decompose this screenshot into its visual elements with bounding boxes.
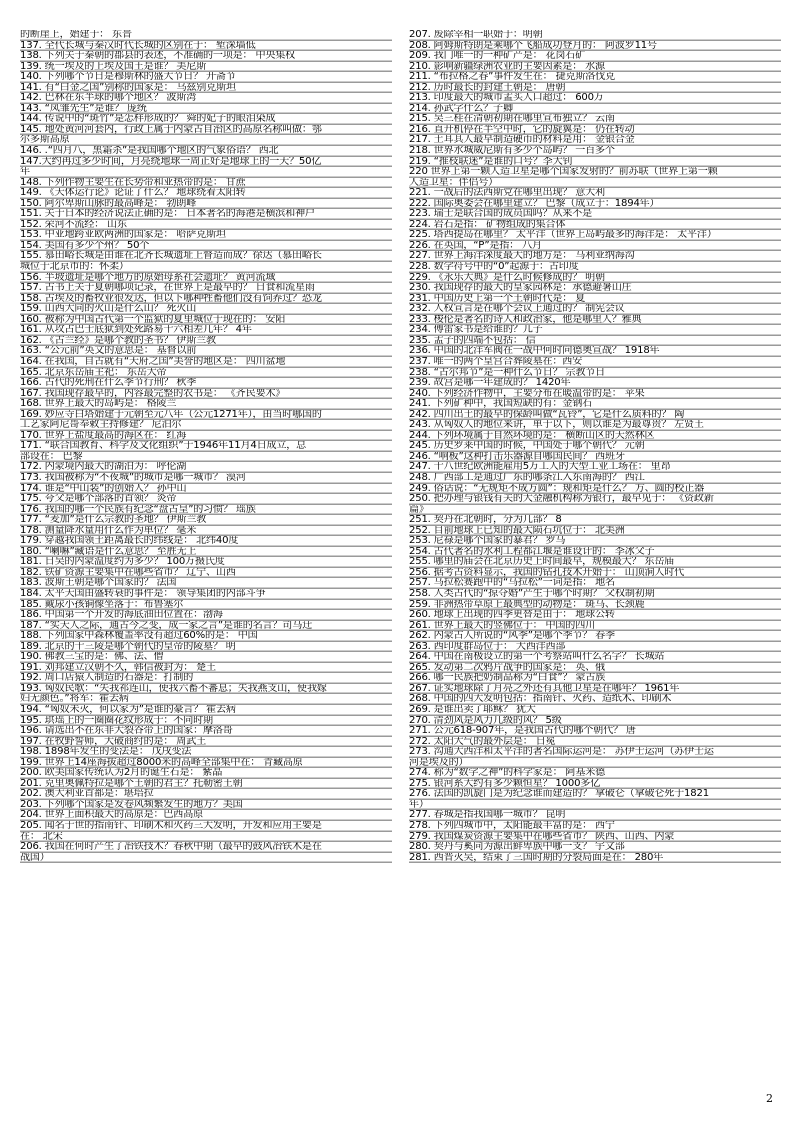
question-line: 208. 阿姆斯特朗是乘哪个飞船成功登月的： 阿波罗11号 bbox=[409, 41, 781, 52]
question-line: 的断崖上，始建于： 东晋 bbox=[20, 30, 392, 41]
question-line: 241. 下列矿种中，我国短缺的有：金钢石 bbox=[409, 399, 781, 410]
question-line: 243. 从匈奴人的地位来讲，单于以下，则以谁是为最尊贵？ 左贤王 bbox=[409, 420, 781, 431]
question-line: 145. 地处黄河河套内，行政上属于内蒙古自治区的高原名称叫做：鄂 bbox=[20, 125, 392, 136]
question-line: 224. 岩石是指： 矿物组成的集合体 bbox=[409, 220, 781, 231]
question-line: 226. 在英国，“P”是指： 八月 bbox=[409, 241, 781, 252]
question-line: 210. 影响新疆绿洲农业的主要因素是： 水源 bbox=[409, 62, 781, 73]
question-line: 268. 中国的四大发明包括：指南针、火药、造纸术、印刷术 bbox=[409, 694, 781, 705]
question-line: 147.大约再过多少时间，月亮绕地球一周正好是地球上的一天？50亿 bbox=[20, 157, 392, 168]
question-line: 275. 银河系大约有多少颗恒星？ 1000多亿 bbox=[409, 779, 781, 790]
question-line: 部设在： 巴黎 bbox=[20, 452, 392, 463]
question-line: 242. 四川出土的最早的保龄叫做“瓦铃”，它是什么质料的？ 陶 bbox=[409, 410, 781, 421]
question-line: 250. 把办理与银钱有关的大金融机构称为银行，最早见于： 《资政新 bbox=[409, 494, 781, 505]
question-line: 239. 故宫是哪一年建成的？ 1420年 bbox=[409, 378, 781, 389]
question-line: 164. 在我国，自古就有“天府之国”美誉的地区是： 四川盆地 bbox=[20, 357, 392, 368]
question-line: 180. “喇嘛”藏语是什么意思？ 至胜无上 bbox=[20, 547, 392, 558]
question-line: 196. 请选出不在东非大裂谷带上的国家：摩洛哥 bbox=[20, 726, 392, 737]
question-line: 167. 我国现存最早的，内容最完整的农书是： 《齐民要术》 bbox=[20, 389, 392, 400]
question-line: 185. 戴尿小孩铜像坐落于：布鲁塞尔 bbox=[20, 600, 392, 611]
question-line: 249. 俗话说：“无规矩不成方圆”：规和矩是什么？ 方、圆的校正器 bbox=[409, 484, 781, 495]
question-line: 169. 妙应寺白塔始建于元朝至元八年（公元1271年），由当时哪国的 bbox=[20, 410, 392, 421]
question-line: 213. 印度最大的城市孟买人口超过： 600万 bbox=[409, 93, 781, 104]
question-line: 184. 太平天国由盛转衰的事件是： 领导集团的内部斗争 bbox=[20, 589, 392, 600]
question-line: 265. 发动第二次鸦片战争的国家是： 英、俄 bbox=[409, 663, 781, 674]
question-line: 246. “响板”这种打击乐器源自哪国民间？ 西班牙 bbox=[409, 452, 781, 463]
question-line: 235. 孟子的四端不包括： 信 bbox=[409, 336, 781, 347]
question-line: 277. 春城是指我国哪一城市？ 昆明 bbox=[409, 810, 781, 821]
question-line: 146. .“四月八，黑霜杀”是我国哪个地区的气象俗语？ 西北 bbox=[20, 146, 392, 157]
question-line: 201. 克里奥佩特拉是哪个王朝的君主？托勒密王朝 bbox=[20, 779, 392, 790]
question-line: 279. 我国煤炭资源主要集中在哪些省市？ 陕西、山西、内蒙 bbox=[409, 832, 781, 843]
question-line: 165. 北京东岳庙主祀： 东岳大帝 bbox=[20, 368, 392, 379]
question-line: 203. 下列哪个国家是发卷风频繁发生的地方？美国 bbox=[20, 800, 392, 811]
question-line: 176. 我国的哪一个民族有纪念“盘古皇”的习惯？ 瑶族 bbox=[20, 505, 392, 516]
question-line: 妇无颜色。”将军：霍去病 bbox=[20, 694, 392, 705]
question-line: 城位于北京市的：怀柔） bbox=[20, 262, 392, 273]
question-line: 216. 直升机停在半空中时，它的旋翼是： 仍在转动 bbox=[409, 125, 781, 136]
question-line: 225. 塔西提岛在哪里？ 太平洋（世界上岛屿最多的海洋是： 太平洋） bbox=[409, 230, 781, 241]
question-line: 166. 古代的死刑在什么季节行刑？ 秋季 bbox=[20, 378, 392, 389]
question-line: 195. 珙瑶上的一圈圈花纹形成于：不同时期 bbox=[20, 716, 392, 727]
question-line: 197. 在牧野誓师，大破商纣的是： 周武王 bbox=[20, 737, 392, 748]
question-line: 267. 证实地球除了月亮之外还有其他卫星是在哪年？ 1961年 bbox=[409, 684, 781, 695]
question-line: 215. 吴三桂在清朝初期在哪里宣布独立？ 云南 bbox=[409, 114, 781, 125]
question-line: 189. 北京的十三陵是哪个朝代的皇帝的陵墓？ 明 bbox=[20, 642, 392, 653]
question-line: 155. 慕田峪长城是由谁在北齐长城遗址上督造而成？徐达（慕田峪长 bbox=[20, 251, 392, 262]
question-line: 183. 波斯王朝是哪个国家的？ 法国 bbox=[20, 578, 392, 589]
question-line: 236. 中国的北洋军阀在一战中何时向德奥宣战？ 1918年 bbox=[409, 346, 781, 357]
question-line: 252. 目前地球上已知的最大陨石坑位于： 北美洲 bbox=[409, 526, 781, 537]
question-line: 152. 荣河不流经： 山东 bbox=[20, 220, 392, 231]
question-line: 工艺家阿尼哥奉敕主持修建？ 尼泊尔 bbox=[20, 420, 392, 431]
question-line: 158. 古埃及的畜牧业很发达，但以下哪种牲畜他们没有饲养过？恐龙 bbox=[20, 294, 392, 305]
question-line: 144. 传说中的“斑竹”是怎样形成的？ 舜的妃子的眼泪染成 bbox=[20, 114, 392, 125]
question-line: 192. 周口店猿人制造的石器是：打制的 bbox=[20, 673, 392, 684]
question-line: 162. 《古兰经》是哪个教的圣书？ 伊斯兰教 bbox=[20, 336, 392, 347]
question-line: 269. 是谁出卖了耶稣？ 犹大 bbox=[409, 705, 781, 716]
question-line: 150. 阿尔卑斯山脉的最高峰是： 勃朗峰 bbox=[20, 199, 392, 210]
question-line: 170. 世界上盐度最高的海区在： 红海 bbox=[20, 431, 392, 442]
question-line: 202. 澳大利亚首都是：堪培拉 bbox=[20, 789, 392, 800]
question-line: 212. 历时最长的封建王朝是： 唐朝 bbox=[409, 83, 781, 94]
question-line: 204. 世界上面积最大的高原是：巴西高原 bbox=[20, 810, 392, 821]
question-line: 河是埃及的） bbox=[409, 758, 781, 769]
question-line: 240. 下列经济作物中，主要分布在暖温带的是： 苹果 bbox=[409, 389, 781, 400]
question-line: 222. 国际奥委会在哪里建立？ 巴黎（成立于：1894年） bbox=[409, 199, 781, 210]
question-line: 163. “公元前”英文的意思是： 基督以前 bbox=[20, 346, 392, 357]
question-line: 219. “推枝联迷”是谁的口号？李大钊 bbox=[409, 157, 781, 168]
right-column bbox=[409, 30, 781, 863]
question-line: 193. 匈奴民歌：“失我祁连山，使我六畜不蕃息；失我燕支山，使我嫁 bbox=[20, 684, 392, 695]
question-line: 156. 半坡遗址是哪个地方的原始母系社会遗址？ 黄河流域 bbox=[20, 273, 392, 284]
question-line: 245. 历史罗莱中国的时候，中国处于哪个朝代？ 元朝 bbox=[409, 441, 781, 452]
question-line: 238. “古尔邦节”是一种什么节日？ 宗教节日 bbox=[409, 368, 781, 379]
question-line: 190. 佛教三宝的是：佛、法、僧 bbox=[20, 652, 392, 663]
question-line: 214. 孙武字什么？子卿 bbox=[409, 104, 781, 115]
question-line: 年 bbox=[20, 167, 392, 178]
question-line: 140. 下列哪个节日是穆斯林的盛大节日？ 开斋节 bbox=[20, 72, 392, 83]
question-line: 172. 内蒙境内最大的湖泊为： 呼伦湖 bbox=[20, 462, 392, 473]
question-line: 战国） bbox=[20, 853, 392, 864]
question-line: 171. “联合国教育、科学及文化组织”于1946年11月4日成立，总 bbox=[20, 441, 392, 452]
question-line: 257. 马拉松赛跑中的“马拉松”一词是指： 地名 bbox=[409, 578, 781, 589]
question-line: 138. 下列关于秦朝的郡县的表述，不准确的一项是： 中央集权 bbox=[20, 51, 392, 62]
question-line: 271. 公元618-907年，是我国古代的哪个朝代？ 唐 bbox=[409, 726, 781, 737]
question-line: 266. 哪一民族把奶制品称为“白食”？ 蒙古族 bbox=[409, 673, 781, 684]
question-line: 154. 美国有多少个州？ 50个 bbox=[20, 241, 392, 252]
question-line: 在： 北宋 bbox=[20, 832, 392, 843]
question-line: 237. 唯一的两个皇宫合葬陵墓在：西安 bbox=[409, 357, 781, 368]
question-line: 181. 日吴的内蒙温度约为多少？ 100万摄氏度 bbox=[20, 557, 392, 568]
question-line: 231. 中国历史上第一个王朝时代是： 夏 bbox=[409, 294, 781, 305]
question-line: 179. 穿越我国领土距离最长的纬线是： 北纬40度 bbox=[20, 536, 392, 547]
question-line: 270. 清劲风是风力几级的风？ 5级 bbox=[409, 716, 781, 727]
question-line: 228. 数学符号中的“0”起源于：古印度 bbox=[409, 262, 781, 273]
question-line: 276. 法国的凯旋门是为纪念谁而建造的？ 拿破仑（拿破仑死于1821 bbox=[409, 789, 781, 800]
question-line: 182. 铁矿资源主要集中在哪些省市？ 辽宁、山西 bbox=[20, 568, 392, 579]
question-line: 261. 世界上最大的竖佛位于： 中国的四川 bbox=[409, 621, 781, 632]
question-line: 217. 土耳其人最早制造硬币的材料是用： 金银合金 bbox=[409, 135, 781, 146]
question-line: 148. 下列作物主要生在长势带和亚热带的是： 甘蔗 bbox=[20, 178, 392, 189]
question-line: 273. 沟通大西洋和太平洋的著名国际运河是： 苏伊士运河（苏伊士运 bbox=[409, 747, 781, 758]
question-line: 187. “实天人之际，通古今之变，成一家之言”是谁的名言？司马迁 bbox=[20, 621, 392, 632]
question-line: 233. 梭伦是著名的诗人和政治家，他是哪里人？雅典 bbox=[409, 315, 781, 326]
question-line: 259. 非洲热带草原上最典型的动物是： 斑马、长颈鹿 bbox=[409, 600, 781, 611]
question-line: 177. “麦加”是什么宗教的圣地？ 伊斯兰教 bbox=[20, 515, 392, 526]
question-line: 186. 中国第一个开发的海底油田位置在：渤海 bbox=[20, 610, 392, 621]
question-line: 160. 被称为中国古代第一个监狱的夏里城位于现在的： 安阳 bbox=[20, 315, 392, 326]
question-line: 198. 1898年发生的变法是： 戊戌变法 bbox=[20, 747, 392, 758]
question-line: 280. 契丹与奚同为源出鲜卑族中哪一支？ 宇文部 bbox=[409, 842, 781, 853]
question-line: 142. 巴林在东半球的哪个地区？ 波斯湾 bbox=[20, 93, 392, 104]
question-line: 143. “凤雏先生”是谁？ 庞统 bbox=[20, 104, 392, 115]
question-line: 168. 世界上最大的岛屿是： 格陵兰 bbox=[20, 399, 392, 410]
question-line: 229. 《永乐大典》是什么时候修成的？ 明朝 bbox=[409, 273, 781, 284]
question-line: 188. 下列国家中森林覆盖率没有超过60%的是： 中国 bbox=[20, 631, 392, 642]
question-line: 206. 我国在何时产生了冶铁技术？春秋中期（最早的鼓风冶铁术是在 bbox=[20, 842, 392, 853]
question-line: 173. 我国被称为“不夜城”的城市是哪一城市？ 漠河 bbox=[20, 473, 392, 484]
question-line: 281. 西晋灭吴，结束了三国时期的分裂局面是在： 280年 bbox=[409, 853, 781, 864]
question-line: 274. 称为“数学之神”的科学家是： 阿基米德 bbox=[409, 768, 781, 779]
left-column bbox=[20, 30, 392, 863]
question-line: 260. 地球上出现的四季更替是由于： 地球公转 bbox=[409, 610, 781, 621]
question-line: 149. 《天体运行论》论证了什么？ 地球绕着太阳转 bbox=[20, 188, 392, 199]
question-line: 157. 古书上关于夏朝哪项记录，在世界上是最早的？ 日食和流星雨 bbox=[20, 283, 392, 294]
question-line: 227. 世界上海洋深度最大的地方是： 马利亚纳海沟 bbox=[409, 251, 781, 262]
question-line: 200. 欧美国家传统认为2月的诞生石是： 紫晶 bbox=[20, 768, 392, 779]
question-line: 254. 古代著名的水利工程都江堰是谁设计的： 李冰父子 bbox=[409, 547, 781, 558]
question-line: 尔多斯高原 bbox=[20, 135, 392, 146]
question-line: 年） bbox=[409, 800, 781, 811]
question-line: 234. 傅雷家书是给谁的？儿子 bbox=[409, 325, 781, 336]
question-line: 139. 统一埃及的上埃及国王是谁？ 美尼斯 bbox=[20, 62, 392, 73]
question-line: 247. 十八世纪欧洲能雇用5万工人的大型工业工场在： 里昂 bbox=[409, 462, 781, 473]
question-line: 253. 尼禄是哪个国家的暴君？ 罗马 bbox=[409, 536, 781, 547]
page-number: 2 bbox=[766, 1092, 773, 1105]
question-line: 251. 契丹在北朝时，分为几部？ 8 bbox=[409, 515, 781, 526]
question-line: 248. 广西部工是通过广东的哪条江入东南海的？ 西江 bbox=[409, 473, 781, 484]
question-line: 175. 夸父是哪个部落的首领？ 炎帝 bbox=[20, 494, 392, 505]
question-line: 人造卫星：伴侣号） bbox=[409, 178, 781, 189]
question-line: 207. 废除宰相一职始于：明朝 bbox=[409, 30, 781, 41]
question-line: 258. 人类古代的“掠夺婚”产生于哪个时期？ 父权制初期 bbox=[409, 589, 781, 600]
question-line: 211. “布拉格之春”事件发生在： 捷克斯洛伐克 bbox=[409, 72, 781, 83]
question-line: 209. 我门唯一的一种矿产是： 花岗石矿 bbox=[409, 51, 781, 62]
question-line: 174. 谁是“中山装”的创始人？ 孙中山 bbox=[20, 484, 392, 495]
question-line: 262. 内蒙古人所说的“风季”是哪个季节？ 春季 bbox=[409, 631, 781, 642]
question-line: 205. 闻名于世的指南针、印刷术和火药三大发明，开发和应用主要是 bbox=[20, 821, 392, 832]
question-line: 230. 我国现存的最大的皇家园林是：承德避暑山庄 bbox=[409, 283, 781, 294]
question-line: 255. 哪里的庙会在北京历史上时间最早，规模最大？ 东岳庙 bbox=[409, 557, 781, 568]
question-line: 272. 太阳大气的最外层是： 日冕 bbox=[409, 737, 781, 748]
question-line: 263. 西印度群岛位于： 大西洋西部 bbox=[409, 642, 781, 653]
question-line: 137. 全代长城与秦汉时代长城的区别在于： 堑深墙低 bbox=[20, 41, 392, 52]
question-line: 178. 测量降水量用什么作为单位？ 毫米 bbox=[20, 526, 392, 537]
question-line: 159. 山西大同的火山是什么山？ 死火山 bbox=[20, 304, 392, 315]
question-line: 223. 瑞士是联合国的成员国吗？从来不是 bbox=[409, 209, 781, 220]
question-line: 278. 下列四城市中，太阳能最丰富的是： 西宁 bbox=[409, 821, 781, 832]
question-line: 194. “匈奴未灭，何以家为”是谁的豪言？ 霍去病 bbox=[20, 705, 392, 716]
question-line: 256. 据考古资料显示，我国的钻孔技术开始于： 山顶洞人时代 bbox=[409, 568, 781, 579]
question-line: 191. 刘邦建立汉朝不久，韩信被封为： 楚王 bbox=[20, 663, 392, 674]
question-line: 221. 一战后的法西斯党在哪里出现？ 意大利 bbox=[409, 188, 781, 199]
question-line: 244. 下列环境属于自然环境的是： 横断山区的天然林区 bbox=[409, 431, 781, 442]
question-line: 199. 世界上14座海拔超过8000米的高峰全部集中在： 青藏高原 bbox=[20, 758, 392, 769]
question-line: 161. 从攻占巴士底狱到处死路易十六相差几年？ 4年 bbox=[20, 325, 392, 336]
question-line: 232. 人权宣言是在哪个会议上通过的？ 制宪会议 bbox=[409, 304, 781, 315]
question-line: 141. 有“白金之国”别称的国家是： 乌兹别克斯坦 bbox=[20, 83, 392, 94]
question-line: 151. 关于日本的经济说法正确的是： 日本著名的海港是横滨和神户 bbox=[20, 209, 392, 220]
question-line: 220 世界上第一颗人造卫星是哪个国家发射的？前苏联（世界上第一颗 bbox=[409, 167, 781, 178]
question-line: 218. 世界水城威尼斯有多少个岛屿？ 一百多个 bbox=[409, 146, 781, 157]
question-line: 264. 中国在南极设立的第一个考察站叫什么名字？ 长城站 bbox=[409, 652, 781, 663]
question-line: 篇》 bbox=[409, 505, 781, 516]
question-line: 153. 中亚地跨亚欧两洲的国家是： 哈萨克斯坦 bbox=[20, 230, 392, 241]
